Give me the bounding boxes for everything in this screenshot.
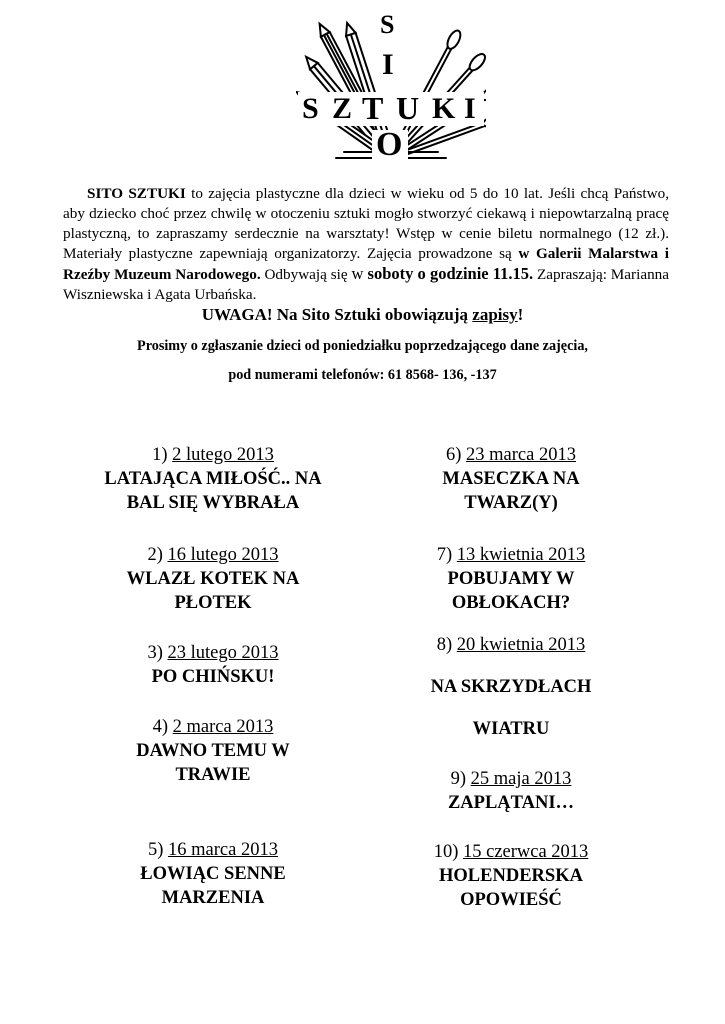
event-title: HOLENDERSKA <box>439 866 583 886</box>
event-title: PO CHIŃSKU! <box>151 667 275 687</box>
event-item <box>63 838 363 910</box>
event-title: ZAPLĄTANI… <box>447 793 575 813</box>
logo-letter-i-end: I <box>464 92 476 125</box>
logo-letter-t: T <box>362 90 384 126</box>
intro-when: soboty o godzinie 11.15. <box>367 264 534 283</box>
event-date: 10) 15 czerwca 2013 <box>433 842 589 862</box>
event-date: 5) 16 marca 2013 <box>148 840 278 860</box>
notice-line-1: Prosimy o zgłaszanie dzieci od poniedziałku poprzedzającego dane zajęcia, <box>137 338 588 354</box>
registration-warning <box>0 305 725 325</box>
event-item <box>361 543 661 615</box>
logo-letter-z: Z <box>332 92 353 125</box>
event-date: 6) 23 marca 2013 <box>446 445 576 465</box>
event-date: 1) 2 lutego 2013 <box>152 445 274 465</box>
event-title: MASECZKA NA <box>442 469 580 489</box>
intro-text-c: Zapraszają: Marianna Wiszniewska i Agata Urbańska. <box>63 266 669 303</box>
event-item <box>63 443 363 515</box>
event-title-2: BAL SIĘ WYBRAŁA <box>126 493 300 513</box>
event-item <box>361 443 661 515</box>
intro-paragraph <box>63 184 669 305</box>
logo-letter-s: S <box>302 92 319 125</box>
intro-text-b: Odbywają się <box>260 266 352 283</box>
event-item <box>361 767 661 815</box>
logo-letter-k: K <box>432 92 456 125</box>
intro-brand: SITO SZTUKI <box>87 185 186 202</box>
event-date: 8) 20 kwietnia 2013 <box>436 635 586 655</box>
event-date: 9) 25 maja 2013 <box>450 769 572 789</box>
warning-text: UWAGA! Na Sito Sztuki obowiązują <box>201 305 473 324</box>
logo-letter-u: U <box>396 90 420 126</box>
sito-sztuki-logo <box>296 8 486 168</box>
intro-venue: w Galerii Malarstwa i Rzeźby Muzeum Narodowego. <box>63 245 669 283</box>
warning-end: ! <box>517 305 524 324</box>
event-title-2: PŁOTEK <box>174 593 252 613</box>
event-title: DAWNO TEMU W <box>136 741 290 761</box>
event-item <box>63 641 363 689</box>
event-title: ŁOWIĄC SENNE <box>140 864 286 884</box>
event-title: NA SKRZYDŁACH <box>430 677 592 697</box>
warning-underlined: zapisy <box>472 305 518 324</box>
intro-text-a: to zajęcia plastyczne dla dzieci w wieku od 5 do 10 lat. Jeśli chcą Państwo, aby dziecko choć przez chwilę w otoczeniu sztuki mogło stworzyć ciekawą i niepowtarzalną pracę plastyczną, to zapraszamy serdecznie na warsztaty! Wstęp w cenie biletu normalnego (12 zł.). Materiały plastyczne zapewniają organizatorzy. Zajęcia prowadzone są <box>63 185 669 262</box>
event-title-2: OBŁOKACH? <box>451 593 571 613</box>
event-item <box>361 633 661 657</box>
event-date: 7) 13 kwietnia 2013 <box>436 545 586 565</box>
event-title-2: TWARZ(Y) <box>464 493 558 513</box>
event-title: POBUJAMY W <box>447 569 575 589</box>
event-item <box>63 715 363 787</box>
event-title-2: OPOWIEŚĆ <box>460 890 562 910</box>
event-item <box>63 543 363 615</box>
event-date: 2) 16 lutego 2013 <box>147 545 279 565</box>
notice-phone-line: pod numerami telefonów: 61 8568- 136, -137 <box>228 367 497 383</box>
logo-letter-s-top: S <box>380 10 395 39</box>
event-date: 4) 2 marca 2013 <box>152 717 274 737</box>
event-title-2: MARZENIA <box>161 888 265 908</box>
logo-letter-i: I <box>382 48 394 81</box>
event-title: WLAZŁ KOTEK NA <box>126 569 300 589</box>
intro-when-prefix: w <box>351 264 368 283</box>
event-title-2: WIATRU <box>472 719 550 739</box>
event-title: LATAJĄCA MIŁOŚĆ.. NA <box>104 469 322 489</box>
event-title-2: TRAWIE <box>175 765 251 785</box>
event-date: 3) 23 lutego 2013 <box>147 643 279 663</box>
logo-letter-o: O <box>376 126 403 163</box>
event-item <box>361 840 661 912</box>
